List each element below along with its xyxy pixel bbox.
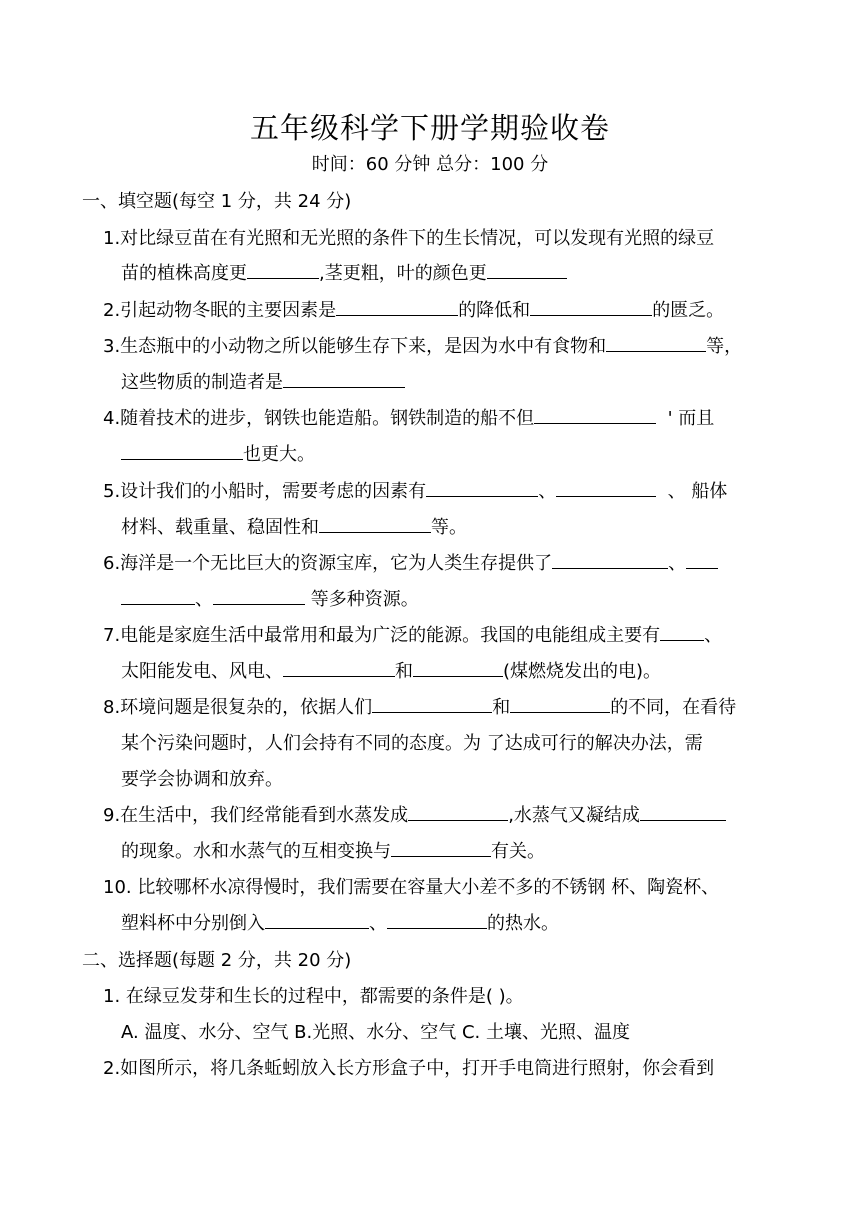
q3-text-a: 3.生态瓶中的小动物之所以能够生存下来，是因为水中有食物和 (103, 336, 607, 357)
q4-text-a: 4.随着技术的进步，钢铁也能造船。钢铁制造的船不但 (103, 408, 535, 429)
q3-line-1 (103, 332, 742, 358)
q6-blank-2b[interactable] (121, 586, 195, 605)
q2-blank-2[interactable] (530, 297, 652, 316)
q9-line-2 (121, 837, 545, 863)
q4-blank-1[interactable] (534, 405, 656, 424)
q8-text-c: 的不同，在看待 (610, 697, 737, 718)
q3-blank-2[interactable] (283, 369, 405, 388)
q5-text-c: 、 船体 (667, 481, 728, 502)
q7-blank-3[interactable] (413, 658, 503, 677)
q10-text-d: 的热水。 (487, 913, 559, 934)
q3-text-c: 这些物质的制造者是 (121, 372, 283, 393)
q7-line-2 (121, 657, 661, 683)
q7-text-d: 和 (395, 661, 413, 682)
q1-line-1 (103, 224, 714, 250)
q6-text-c: 、 (195, 589, 213, 610)
q6-text-a: 6.海洋是一个无比巨大的资源宝库，它为人类生存提供了 (103, 553, 553, 574)
q7-blank-1[interactable] (660, 622, 704, 641)
q4-line-1 (103, 404, 714, 430)
q3-blank-1[interactable] (606, 333, 706, 352)
q3-line-2 (121, 368, 405, 394)
q10-blank-2[interactable] (387, 910, 487, 929)
q8-text-b: 和 (492, 697, 511, 718)
q6-blank-3[interactable] (213, 586, 305, 605)
q7-text-c: 太阳能发电、风电、 (121, 661, 283, 682)
q8-blank-1[interactable] (372, 694, 492, 713)
q1-text-a: 1.对比绿豆苗在有光照和无光照的条件下的生长情况，可以发现有光照的绿豆 (103, 228, 715, 249)
q1-text-b: 苗的植株高度更 (121, 263, 247, 284)
q7-text-b: 、 (704, 625, 723, 646)
q8-text-e: 要学会协调和放弃。 (121, 769, 283, 790)
mc2-stem (103, 1054, 714, 1080)
q8-line-2 (121, 729, 703, 755)
q2-text-c: 的匮乏。 (652, 300, 725, 321)
q9-blank-3[interactable] (391, 838, 491, 857)
mc1-stem (103, 982, 524, 1008)
q9-text-a: 9.在生活中，我们经常能看到水蒸发成 (103, 805, 409, 826)
q6-text-d: 等多种资源。 (305, 589, 419, 610)
q2-blank-1[interactable] (336, 297, 458, 316)
q5-blank-3[interactable] (319, 514, 431, 533)
q9-blank-1[interactable] (408, 802, 508, 821)
q10-text-c: 、 (369, 913, 387, 934)
q6-blank-1[interactable] (552, 550, 668, 569)
q10-line-1 (103, 873, 719, 899)
q6-line-1 (103, 549, 718, 575)
q7-text-a: 7.电能是家庭生活中最常用和最为广泛的能源。我国的电能组成主要有 (103, 625, 661, 646)
q9-text-c: 的现象。水和水蒸气的互相变换与 (121, 841, 391, 862)
q8-line-1 (103, 693, 736, 719)
q8-line-3 (121, 765, 283, 791)
q10-blank-1[interactable] (265, 910, 369, 929)
q8-text-a: 8.环境问题是很复杂的，依据人们 (103, 697, 373, 718)
q9-line-1 (103, 801, 726, 827)
q9-text-d: 有关。 (491, 841, 545, 862)
mc2-stem-text: 2.如图所示，将几条蚯蚓放入长方形盒子中，打开手电筒进行照射，你会看到 (103, 1058, 715, 1079)
q9-blank-2[interactable] (640, 802, 726, 821)
q10-line-2 (121, 909, 559, 935)
q6-blank-2a[interactable] (686, 550, 718, 569)
q1-blank-1[interactable] (247, 260, 319, 279)
q6-line-2 (121, 585, 419, 611)
exam-subtitle: 时间：60 分钟 总分：100 分 (311, 154, 549, 175)
q5-line-1 (103, 477, 727, 503)
q5-blank-1[interactable] (426, 478, 538, 497)
q8-blank-2[interactable] (510, 694, 610, 713)
q5-text-b: 、 (538, 481, 557, 502)
q2-line-1 (103, 296, 724, 322)
mc1-options (121, 1018, 630, 1044)
q5-text-a: 5.设计我们的小船时，需要考虑的因素有 (103, 481, 427, 502)
section-1-heading: 一、填空题(每空 1 分，共 24 分) (82, 191, 352, 212)
q1-text-c: ,茎更粗，叶的颜色更 (319, 263, 487, 284)
q7-blank-2[interactable] (283, 658, 395, 677)
section-2-heading: 二、选择题(每题 2 分，共 20 分) (82, 950, 352, 971)
q10-text-b: 塑料杯中分别倒入 (121, 913, 265, 934)
q10-text-a: 10. 比较哪杯水凉得慢时，我们需要在容量大小差不多的不锈钢 杯、陶瓷杯、 (103, 877, 720, 898)
q4-line-2 (121, 440, 315, 466)
q8-text-d: 某个污染问题时，人们会持有不同的态度。为 了达成可行的解决办法，需 (121, 733, 703, 754)
q7-line-1 (103, 621, 722, 647)
mc1-stem-text: 1. 在绿豆发芽和生长的过程中，都需要的条件是( )。 (103, 986, 524, 1007)
q5-text-e: 等。 (431, 517, 467, 538)
q2-text-b: 的降低和 (458, 300, 531, 321)
q5-text-d: 材料、载重量、稳固性和 (121, 517, 319, 538)
q9-text-b: ,水蒸气又凝结成 (508, 805, 640, 826)
q4-blank-2[interactable] (121, 441, 243, 460)
q4-text-c: 也更大。 (243, 444, 315, 465)
q3-text-b: 等， (706, 336, 743, 357)
exam-title: 五年级科学下册学期验收卷 (249, 111, 610, 145)
q4-text-b: ' 而且 (667, 408, 715, 429)
q5-line-2 (121, 513, 467, 539)
q1-line-2 (121, 259, 567, 285)
q6-text-b: 、 (668, 553, 687, 574)
mc1-options-text: A. 温度、水分、空气 B.光照、水分、空气 C. 土壤、光照、温度 (121, 1022, 630, 1043)
q1-blank-2[interactable] (487, 260, 567, 279)
q2-text-a: 2.引起动物冬眠的主要因素是 (103, 300, 337, 321)
q5-blank-2[interactable] (556, 478, 656, 497)
q7-text-e: (煤燃烧发出的电)。 (503, 661, 662, 682)
